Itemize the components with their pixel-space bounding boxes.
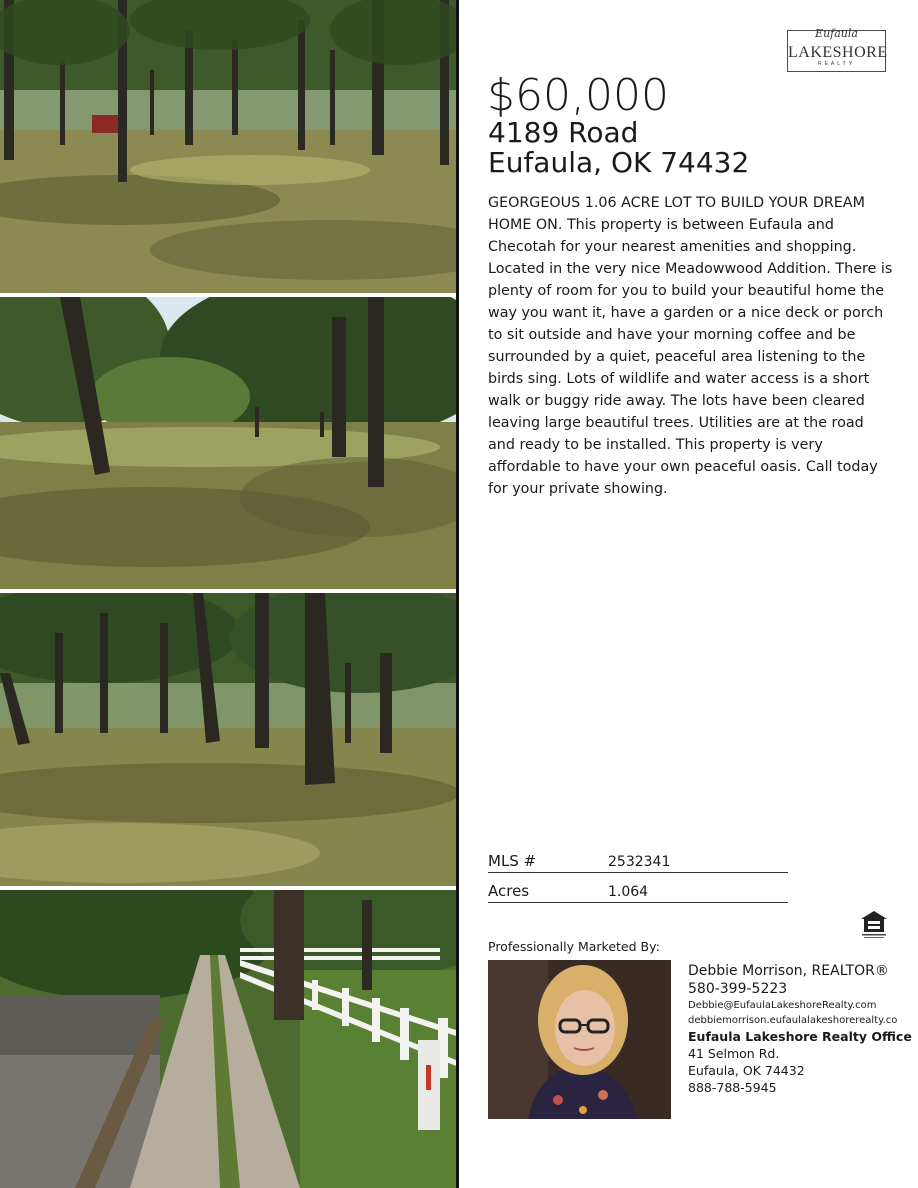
agent-phone: 580-399-5223 [688, 981, 788, 997]
lot-photo-1 [0, 0, 456, 293]
equal-housing-icon [860, 910, 888, 940]
lot-photo-4 [0, 890, 456, 1188]
logo-script-text: Eufaula [815, 27, 858, 40]
office-name: Eufaula Lakeshore Realty Office [688, 1029, 912, 1044]
lot-photo-2 [0, 297, 456, 589]
office-phone: 888-788-5945 [688, 1080, 777, 1095]
fact-row-acres [488, 876, 788, 903]
agent-contact-block [688, 962, 913, 1096]
address-line-2: Eufaula, OK 74432 [488, 146, 750, 179]
lot-photo-3 [0, 593, 456, 886]
address-line-1: 4189 Road [488, 116, 639, 149]
agent-website: debbiemorrison.eufaulalakeshorerealty.co [688, 1015, 898, 1026]
office-street: 41 Selmon Rd. [688, 1046, 780, 1061]
logo-main-text: LAKESHORE [788, 44, 888, 61]
logo-sub-text: REALTY [817, 61, 856, 67]
fact-value: 1.064 [608, 884, 649, 900]
column-divider [456, 0, 459, 1188]
brokerage-logo [787, 27, 888, 72]
fact-row-mls [488, 846, 788, 873]
listing-description: GEORGEOUS 1.06 ACRE LOT TO BUILD YOUR DREAM HOME ON. This property is between Eufaula and Checotah for your nearest amenities and shopping. Located in the very nice Meadowwood Addition. There is plenty of room for you to build your beautiful home the way you want it, have a garden or a nice deck or porch to sit outside and have your morning coffee and be surrounded by a quiet, peaceful area listening to the birds sing. Lots of wildlife and water access is a short walk or buggy ride away. The lots have been cleared leaving large beautiful trees. Utilities are at the road and ready to be installed. This property is very affordable to have your own peaceful oasis. Call today for your private showing. [488, 195, 893, 497]
fact-value: 2532341 [608, 854, 671, 870]
agent-name: Debbie Morrison, REALTOR® [688, 963, 889, 979]
fact-label: MLS # [488, 852, 537, 870]
fact-label: Acres [488, 882, 530, 900]
photo-column [0, 0, 456, 1188]
agent-email: Debbie@EufaulaLakeshoreRealty.com [688, 1000, 877, 1011]
office-city: Eufaula, OK 74432 [688, 1063, 805, 1078]
listing-price: $60,000 [487, 70, 669, 121]
marketed-by-label: Professionally Marketed By: [488, 939, 660, 954]
agent-photo [488, 960, 671, 1119]
